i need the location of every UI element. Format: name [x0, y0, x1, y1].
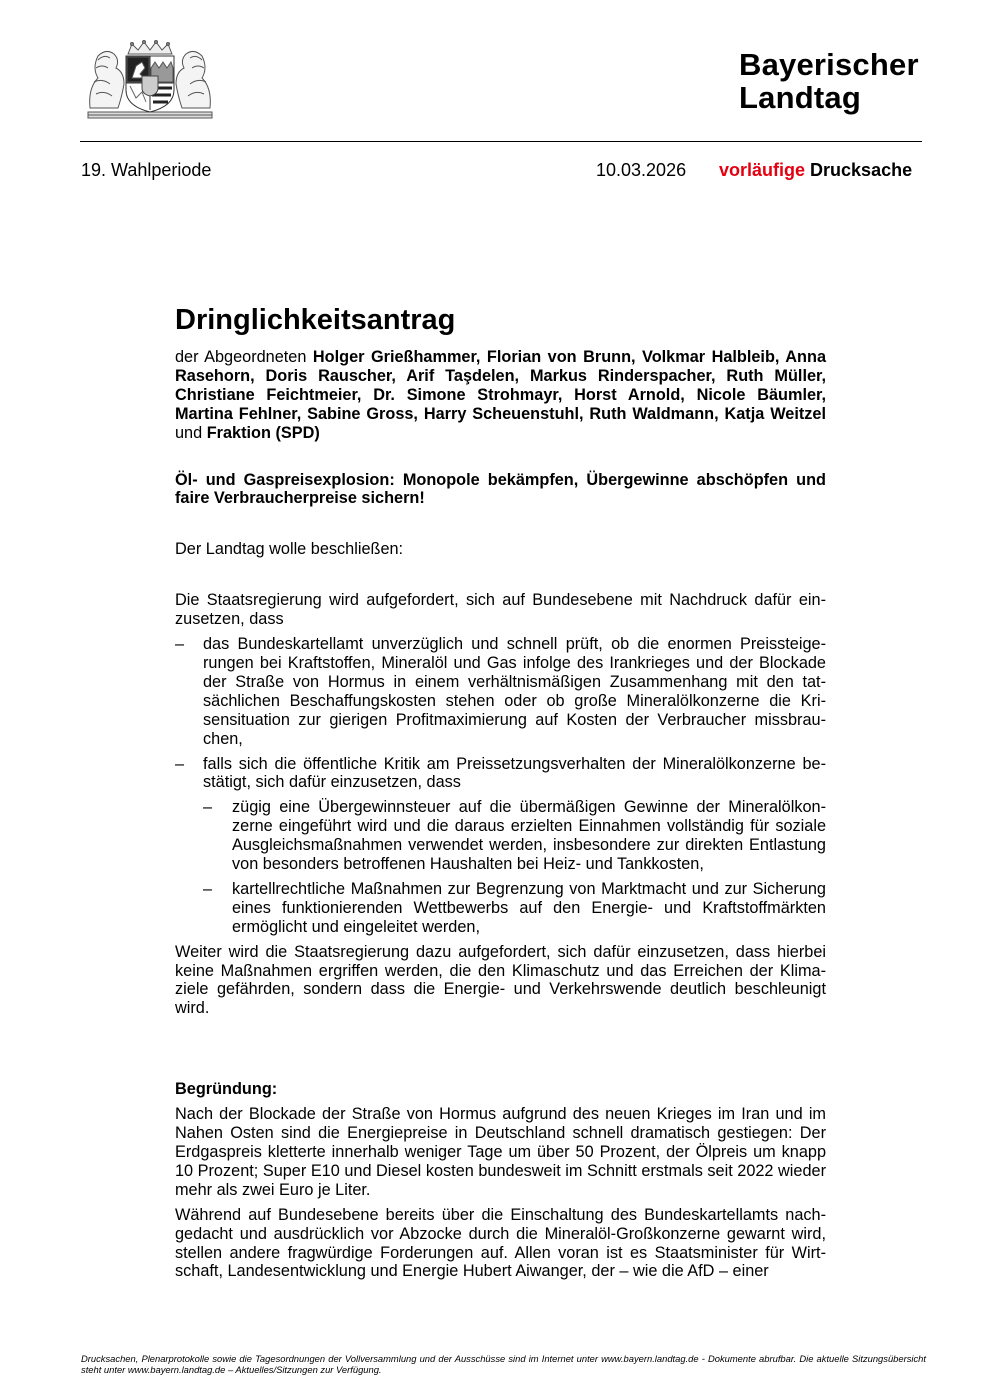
coat-of-arms-logo — [84, 38, 216, 122]
document-status — [719, 159, 912, 181]
header-divider — [80, 141, 922, 142]
org-name-line2: Landtag — [739, 80, 861, 115]
demand-text: falls sich die öffentliche Kritik am Preissetzungsverhalten der Mineralölkonzerne bestätigt, sich dafür einzusetzen, dass — [203, 754, 826, 792]
document-body — [175, 303, 826, 1287]
bavarian-coat-of-arms-icon — [84, 38, 216, 122]
dash-bullet-icon: – — [175, 754, 185, 773]
authors-prefix: der Abgeordneten — [175, 348, 313, 366]
status-highlight: vorläufige — [719, 160, 806, 180]
motion-intro: Der Landtag wolle beschließen: — [175, 540, 404, 559]
sub-demand-text: zügig eine Übergewinnsteuer auf die übermäßigen Gewinne der Mineralölkonzerne eingeführt wird und die daraus erzielten Einnahmen vollständig für soziale Ausgleichsmaßnahmen verwendet werden, insbesondere zur direkten Entlastung von besonders betroffenen Haushalten bei Heiz- und Tankkosten, — [232, 798, 826, 874]
sub-demands-list — [203, 798, 826, 936]
authors-names: Holger Grießhammer, Florian von Brunn, Volkmar Halbleib, Anna Rasehorn, Doris Rauscher, Arif Taşdelen, Markus Rinderspacher, Ruth Müller, Christiane Feichtmeier, Dr. Simone Strohmayr, Horst Arnold, Nicole Bäumler, Martina Fehlner, Sabine Gross, Harry Scheuenstuhl, Ruth Waldmann, Katja Weitzel — [175, 348, 826, 423]
dash-bullet-icon: – — [175, 635, 185, 654]
motion-subject: Öl- und Gaspreisexplosion: Monopole bekämpfen, Übergewinne abschöpfen und faire Verbraucherpreise sichern! — [175, 470, 826, 508]
sub-demand-text: kartellrechtliche Maßnahmen zur Begrenzung von Marktmacht und zur Sicherung eines funktionierenden Wettbewerbs auf den Energie- und Kraftstoffmärkten ermöglicht und eingeleitet werden, — [232, 879, 826, 936]
motion-lead: Die Staatsregierung wird aufgefordert, sich auf Bundesebene mit Nachdruck dafür einzusetzen, dass — [175, 591, 826, 629]
demand-item — [175, 635, 826, 748]
org-name-line1: Bayerischer — [739, 47, 919, 82]
authors-faction: Fraktion (SPD) — [206, 423, 320, 442]
authors-paragraph — [175, 348, 826, 443]
legislative-period: 19. Wahlperiode — [81, 160, 212, 180]
demand-text: das Bundeskartellamt unverzüglich und schnell prüft, ob die enormen Preissteigerungen bei Kraftstoffen, Mineralöl und Gas infolge des Irankrieges und der Blockade der Straße von Hormus in einem verhältnismäßigen Zusammenhang mit den tatsächlichen Beschaffungskosten stehen oder ob große Mineralölkonzerne die Krisensituation zur gierigen Profitmaximierung auf Kosten der Verbraucher missbrauchen, — [203, 635, 826, 748]
demand-item — [175, 755, 826, 937]
dash-bullet-icon: – — [203, 879, 213, 898]
reasoning-heading: Begründung: — [175, 1080, 278, 1099]
closing-paragraph: Weiter wird die Staatsregierung dazu aufgefordert, sich dafür einzusetzen, dass hierbei keine Maßnahmen ergriffen werden, die den Klimaschutz und das Erreichen der Klimaziele gefährden, sondern dass die Energie- und Verkehrswende deutlich beschleunigt wird. — [175, 942, 826, 1018]
status-label: Drucksache — [805, 160, 913, 180]
sub-demand-item — [203, 880, 826, 937]
org-name — [739, 48, 919, 114]
demands-list — [175, 635, 826, 937]
reasoning-paragraph: Nach der Blockade der Straße von Hormus aufgrund des neuen Krieges im Iran und im Nahen Osten sind die Energiepreise in Deutschland schnell dramatisch gestiegen: Der Erdgaspreis kletterte innerhalb weniger Tage um über 50 Prozent, der Ölpreis um knapp 10 Prozent; Super E10 und Diesel kosten bundesweit im Schnitt erstmals seit 2022 wieder mehr als zwei Euro je Liter. — [175, 1105, 826, 1199]
dash-bullet-icon: – — [203, 798, 213, 817]
reasoning-paragraph: Während auf Bundesebene bereits über die Einschaltung des Bundeskartellamts nachgedacht und ausdrücklich vor Abzocke durch die Mineralöl-Großkonzerne gewarnt wird, stellen andere fragwürdige Forderungen auf. Allen voran ist es Staatsminister für Wirtschaft, Landesentwicklung und Energie Hubert Aiwanger, der – wie die AfD – einer — [175, 1205, 826, 1281]
sub-demand-item — [203, 798, 826, 874]
authors-connector: und — [175, 423, 207, 442]
document-date: 10.03.2026 — [596, 160, 687, 180]
document-type-title: Dringlichkeitsantrag — [175, 304, 456, 336]
page-footer: Drucksachen, Plenarprotokolle sowie die Tagesordnungen der Vollversammlung und der Ausschüsse sind im Internet unter www.bayern.landtag.de - Dokumente abrufbar. Die aktuelle Sitzungsübersicht steht unter www.bayern.landtag.de – Aktuelles/Sitzungen zur Verfügung. — [81, 1353, 926, 1375]
